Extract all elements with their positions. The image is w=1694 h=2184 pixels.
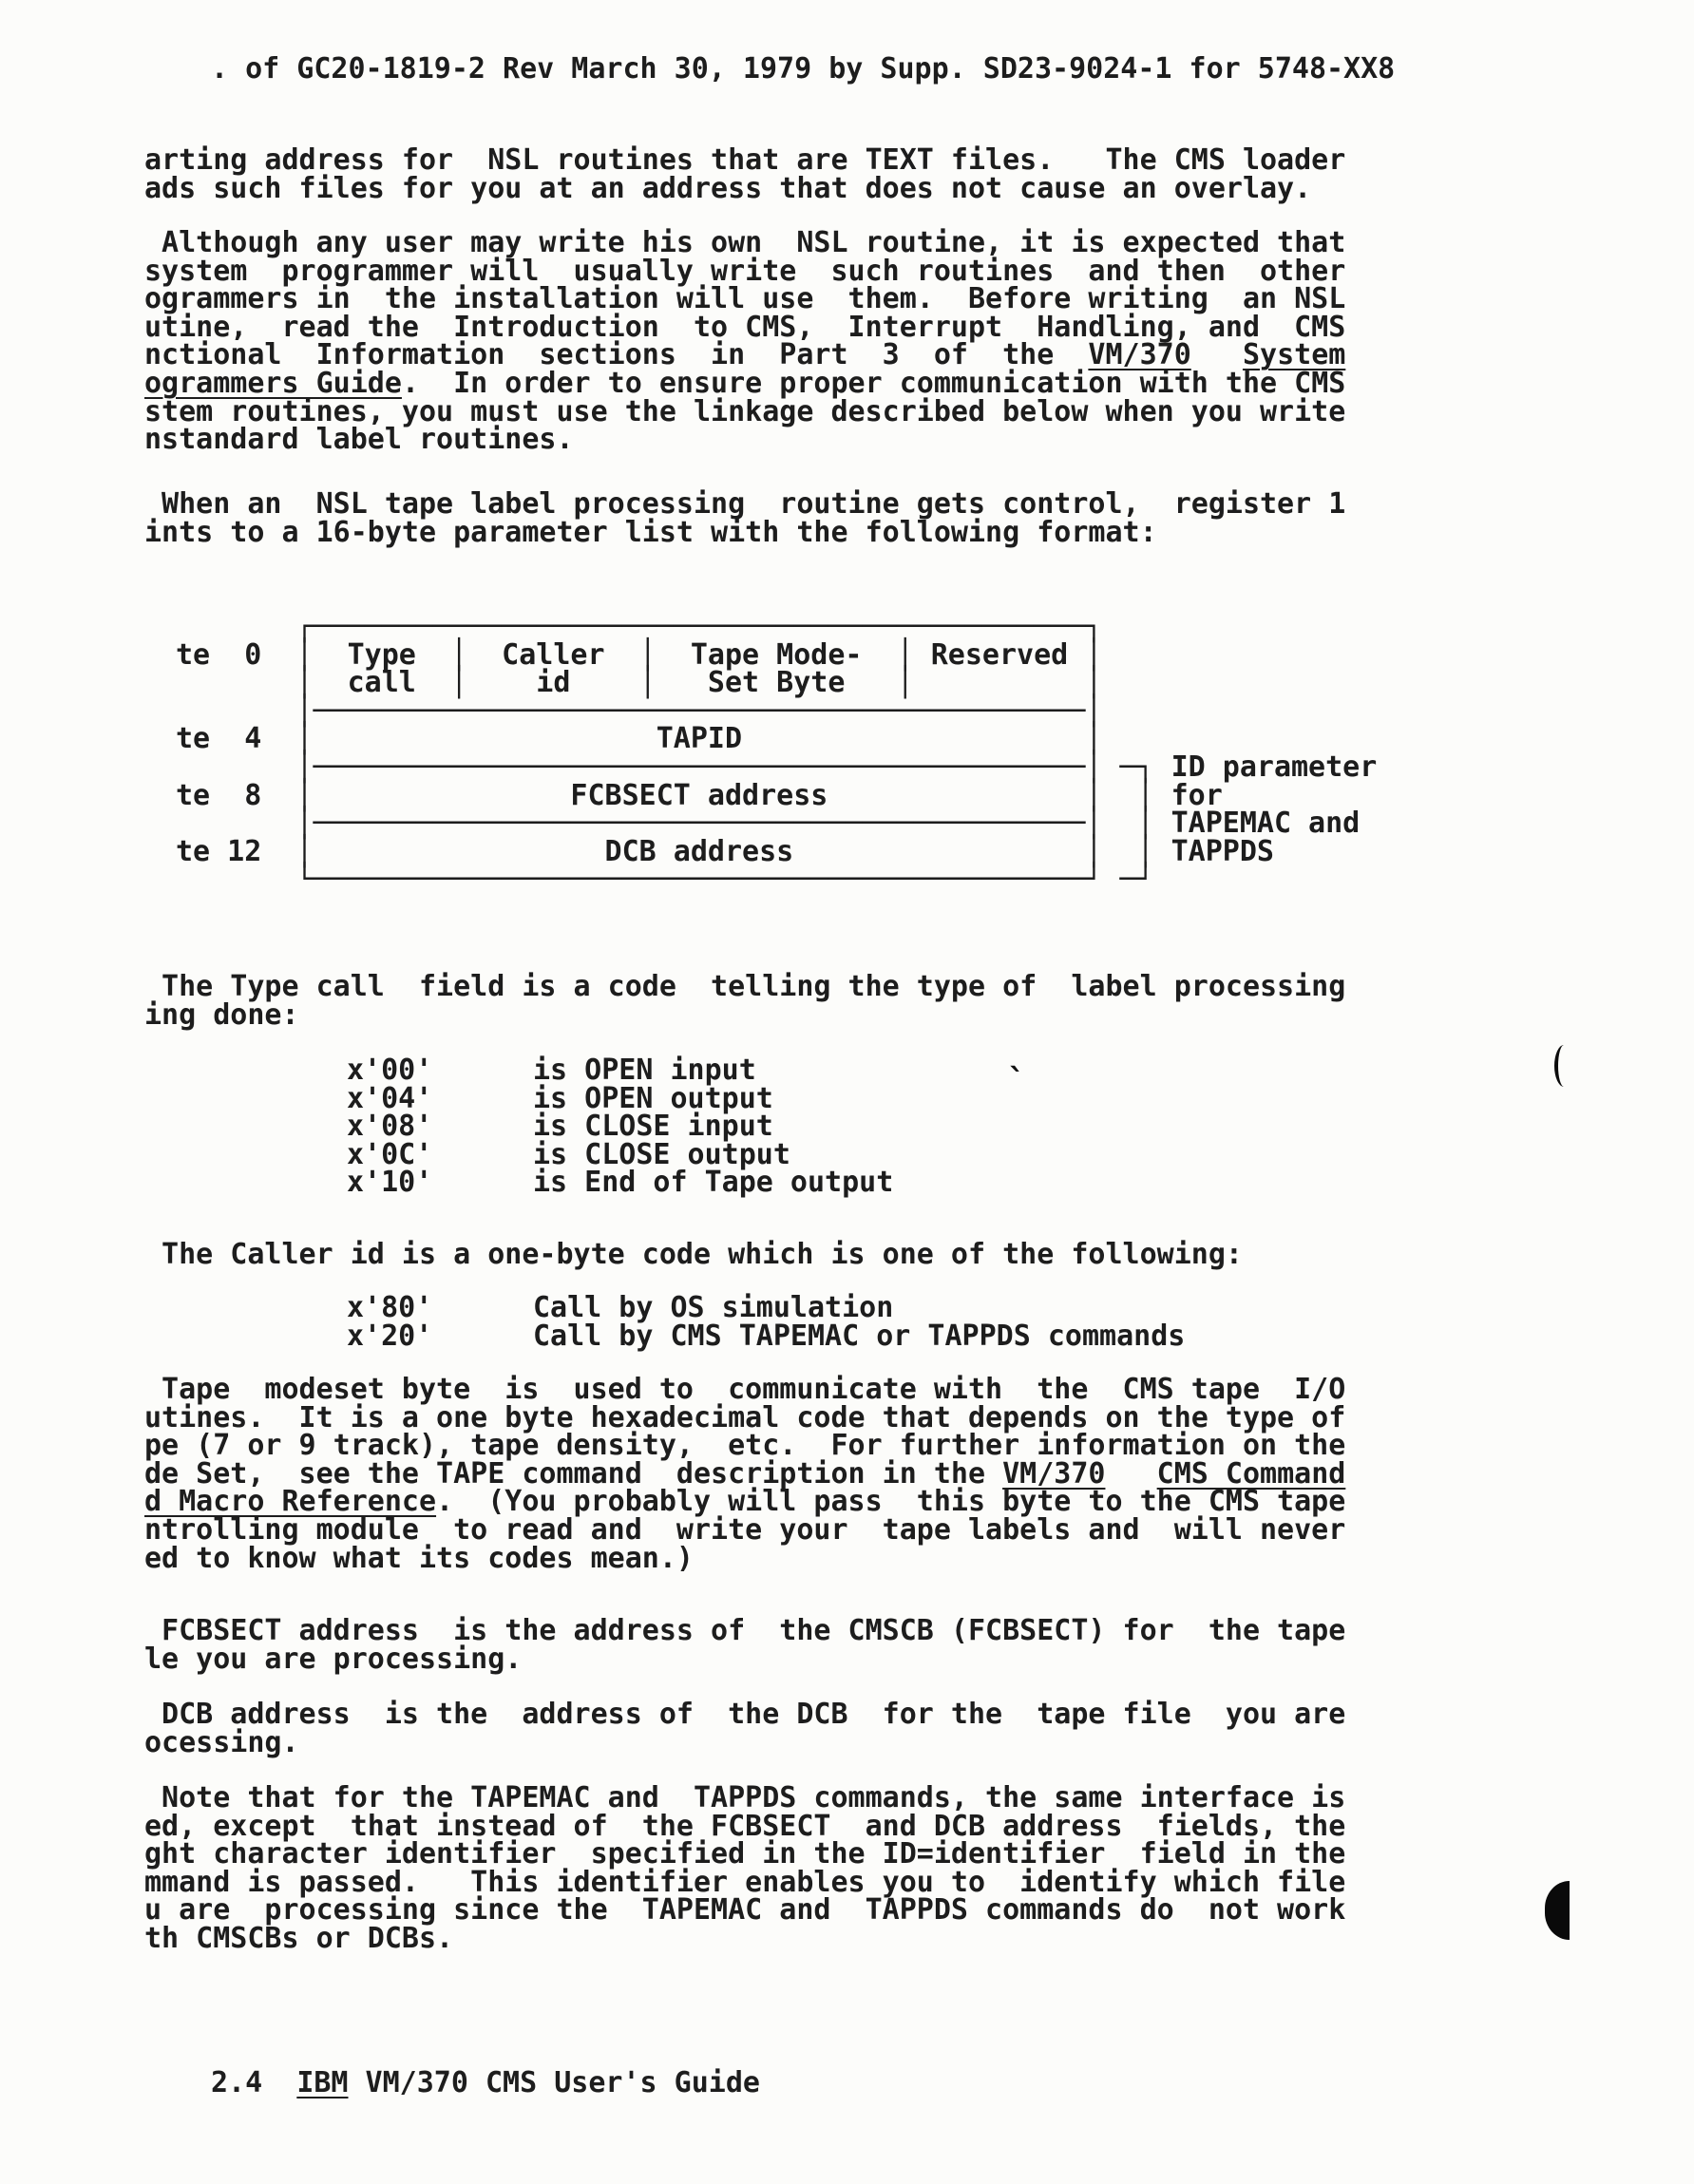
- type-call-code-list: [347, 1054, 894, 1200]
- text-line: system programmer will usually write such routines and then other: [144, 254, 1346, 288]
- header-line: . of GC20-1819-2 Rev March 30, 1979 by Supp. SD23-9024-1 for 5748-XX8: [211, 52, 1396, 85]
- hex-code-description: is CLOSE input: [533, 1110, 773, 1144]
- hex-code-description: is OPEN input: [533, 1054, 756, 1087]
- code-row: [347, 1110, 893, 1144]
- hex-code-description: is OPEN output: [533, 1081, 773, 1115]
- text-line: Tape modeset byte is used to communicate with the CMS tape I/O: [144, 1373, 1346, 1406]
- text-line: te 8 │ FCBSECT address │ │ for: [176, 778, 1223, 812]
- text-line: th CMSCBs or DCBs.: [144, 1921, 454, 1955]
- text-line: ogrammers Guide. In order to ensure proper communication with the CMS: [144, 366, 1346, 400]
- text-line: le you are processing.: [144, 1642, 523, 1676]
- paragraph-although-any-user: [144, 226, 1346, 457]
- scan-artifact-stroke: [1554, 1045, 1570, 1087]
- text-line: utines. It is a one byte hexadecimal code that depends on the type of: [144, 1400, 1346, 1434]
- hex-code-description: Call by OS simulation: [533, 1291, 894, 1324]
- text-line: When an NSL tape label processing routine gets control, register 1: [144, 487, 1346, 521]
- text-line: te 4 │ TAPID │: [176, 722, 1103, 756]
- paragraph-caller-id: [144, 1238, 1243, 1271]
- hex-code: x'80': [347, 1291, 433, 1324]
- hex-code-description: is CLOSE output: [533, 1137, 790, 1171]
- paragraph-dcb-address: [144, 1700, 1345, 1757]
- hex-code: x'00': [347, 1054, 433, 1087]
- text-line: DCB address is the address of the DCB for the tape file you are: [144, 1698, 1346, 1731]
- paragraph-note-tapemac: [144, 1781, 1346, 1955]
- paragraph-fcbsect-address: [144, 1614, 1346, 1676]
- paragraph-when-an-nsl: [144, 487, 1346, 549]
- text-line: de Set, see the TAPE command description in the VM/370 CMS Command: [144, 1456, 1346, 1491]
- text-line: 2.4 IBM VM/370 CMS User's Guide: [211, 2066, 760, 2099]
- text-line: ocessing.: [144, 1725, 299, 1759]
- hex-code-description: Call by CMS TAPEMAC or TAPPDS commands: [533, 1319, 1186, 1353]
- parameter-list-diagram: [176, 610, 1378, 897]
- text-line: ntrolling module to read and write your tape labels and will never: [144, 1512, 1346, 1547]
- scan-artifact-tick-mark: `: [1007, 1062, 1027, 1100]
- paragraph-tape-modeset: [144, 1373, 1346, 1575]
- text-line: te 0 │ Type │ Caller │ Tape Mode- │ Reserved │: [176, 637, 1103, 672]
- code-row: [347, 1081, 893, 1115]
- page-footer: [211, 2066, 760, 2099]
- text-line: ght character identifier specified in the ID=identifier field in the: [144, 1837, 1346, 1871]
- text-line: arting address for NSL routines that are TEXT files. The CMS loader: [144, 143, 1346, 177]
- text-line: te 12 │ DCB address │ │ TAPPDS: [176, 834, 1274, 868]
- text-line: │ call │ id │ Set Byte │ │: [176, 666, 1103, 700]
- text-line: mmand is passed. This identifier enables you to identify which file: [144, 1865, 1346, 1899]
- text-line: └─────────────────────────────────────────────┘ ─┘: [176, 863, 1154, 897]
- caller-id-code-list: [347, 1291, 1186, 1353]
- text-line: │─────────────────────────────────────────────│: [176, 693, 1103, 728]
- code-row: [347, 1056, 893, 1085]
- text-line: ed, except that instead of the FCBSECT and DCB address fields, the: [144, 1809, 1346, 1843]
- hex-code-description: is End of Tape output: [533, 1166, 894, 1200]
- text-line: stem routines, you must use the linkage described below when you write: [144, 394, 1346, 428]
- text-line: u are processing since the TAPEMAC and TAPPDS commands do not work: [144, 1893, 1346, 1928]
- text-line: pe (7 or 9 track), tape density, etc. For further information on the: [144, 1429, 1346, 1463]
- text-line: ed to know what its codes mean.): [144, 1541, 694, 1575]
- text-line: nctional Information sections in Part 3 of the VM/370 System: [144, 338, 1346, 372]
- text-line: │─────────────────────────────────────────────│ ─┐ ID parameter: [176, 750, 1378, 784]
- text-line: The Caller id is a one-byte code which is one of the following:: [144, 1238, 1243, 1271]
- hex-code: x'0C': [347, 1137, 433, 1171]
- text-line: Note that for the TAPEMAC and TAPPDS commands, the same interface is: [144, 1781, 1346, 1814]
- hex-code: x'10': [347, 1166, 433, 1200]
- text-line: ┌─────────────────────────────────────────────┐: [176, 610, 1103, 643]
- text-line: nstandard label routines.: [144, 423, 574, 457]
- hex-code: x'08': [347, 1110, 433, 1144]
- code-row: [347, 1166, 894, 1200]
- code-row: [347, 1137, 893, 1171]
- text-line: │─────────────────────────────────────────────│ │ TAPEMAC and: [176, 807, 1361, 841]
- hex-code: x'04': [347, 1081, 433, 1115]
- text-line: d Macro Reference. (You probably will pass this byte to the CMS tape: [144, 1485, 1346, 1519]
- scan-artifact-punch-shadow: [1545, 1881, 1570, 1940]
- text-line: utine, read the Introduction to CMS, Interrupt Handling, and CMS: [144, 310, 1346, 344]
- paragraph-type-call-field: [144, 970, 1346, 1032]
- hex-code: x'20': [347, 1319, 433, 1353]
- text-line: ints to a 16-byte parameter list with the following format:: [144, 515, 1157, 549]
- text-line: The Type call field is a code telling the type of label processing: [144, 970, 1346, 1003]
- text-line: FCBSECT address is the address of the CMSCB (FCBSECT) for the tape: [144, 1614, 1346, 1647]
- paragraph-starting-address: [144, 143, 1346, 205]
- code-row: [347, 1291, 1185, 1324]
- code-row: [347, 1319, 1186, 1353]
- text-line: ogrammers in the installation will use them. Before writing an NSL: [144, 282, 1346, 316]
- text-line: ing done:: [144, 997, 299, 1032]
- text-line: ads such files for you at an address that does not cause an overlay.: [144, 171, 1312, 205]
- text-line: Although any user may write his own NSL routine, it is expected that: [144, 226, 1346, 259]
